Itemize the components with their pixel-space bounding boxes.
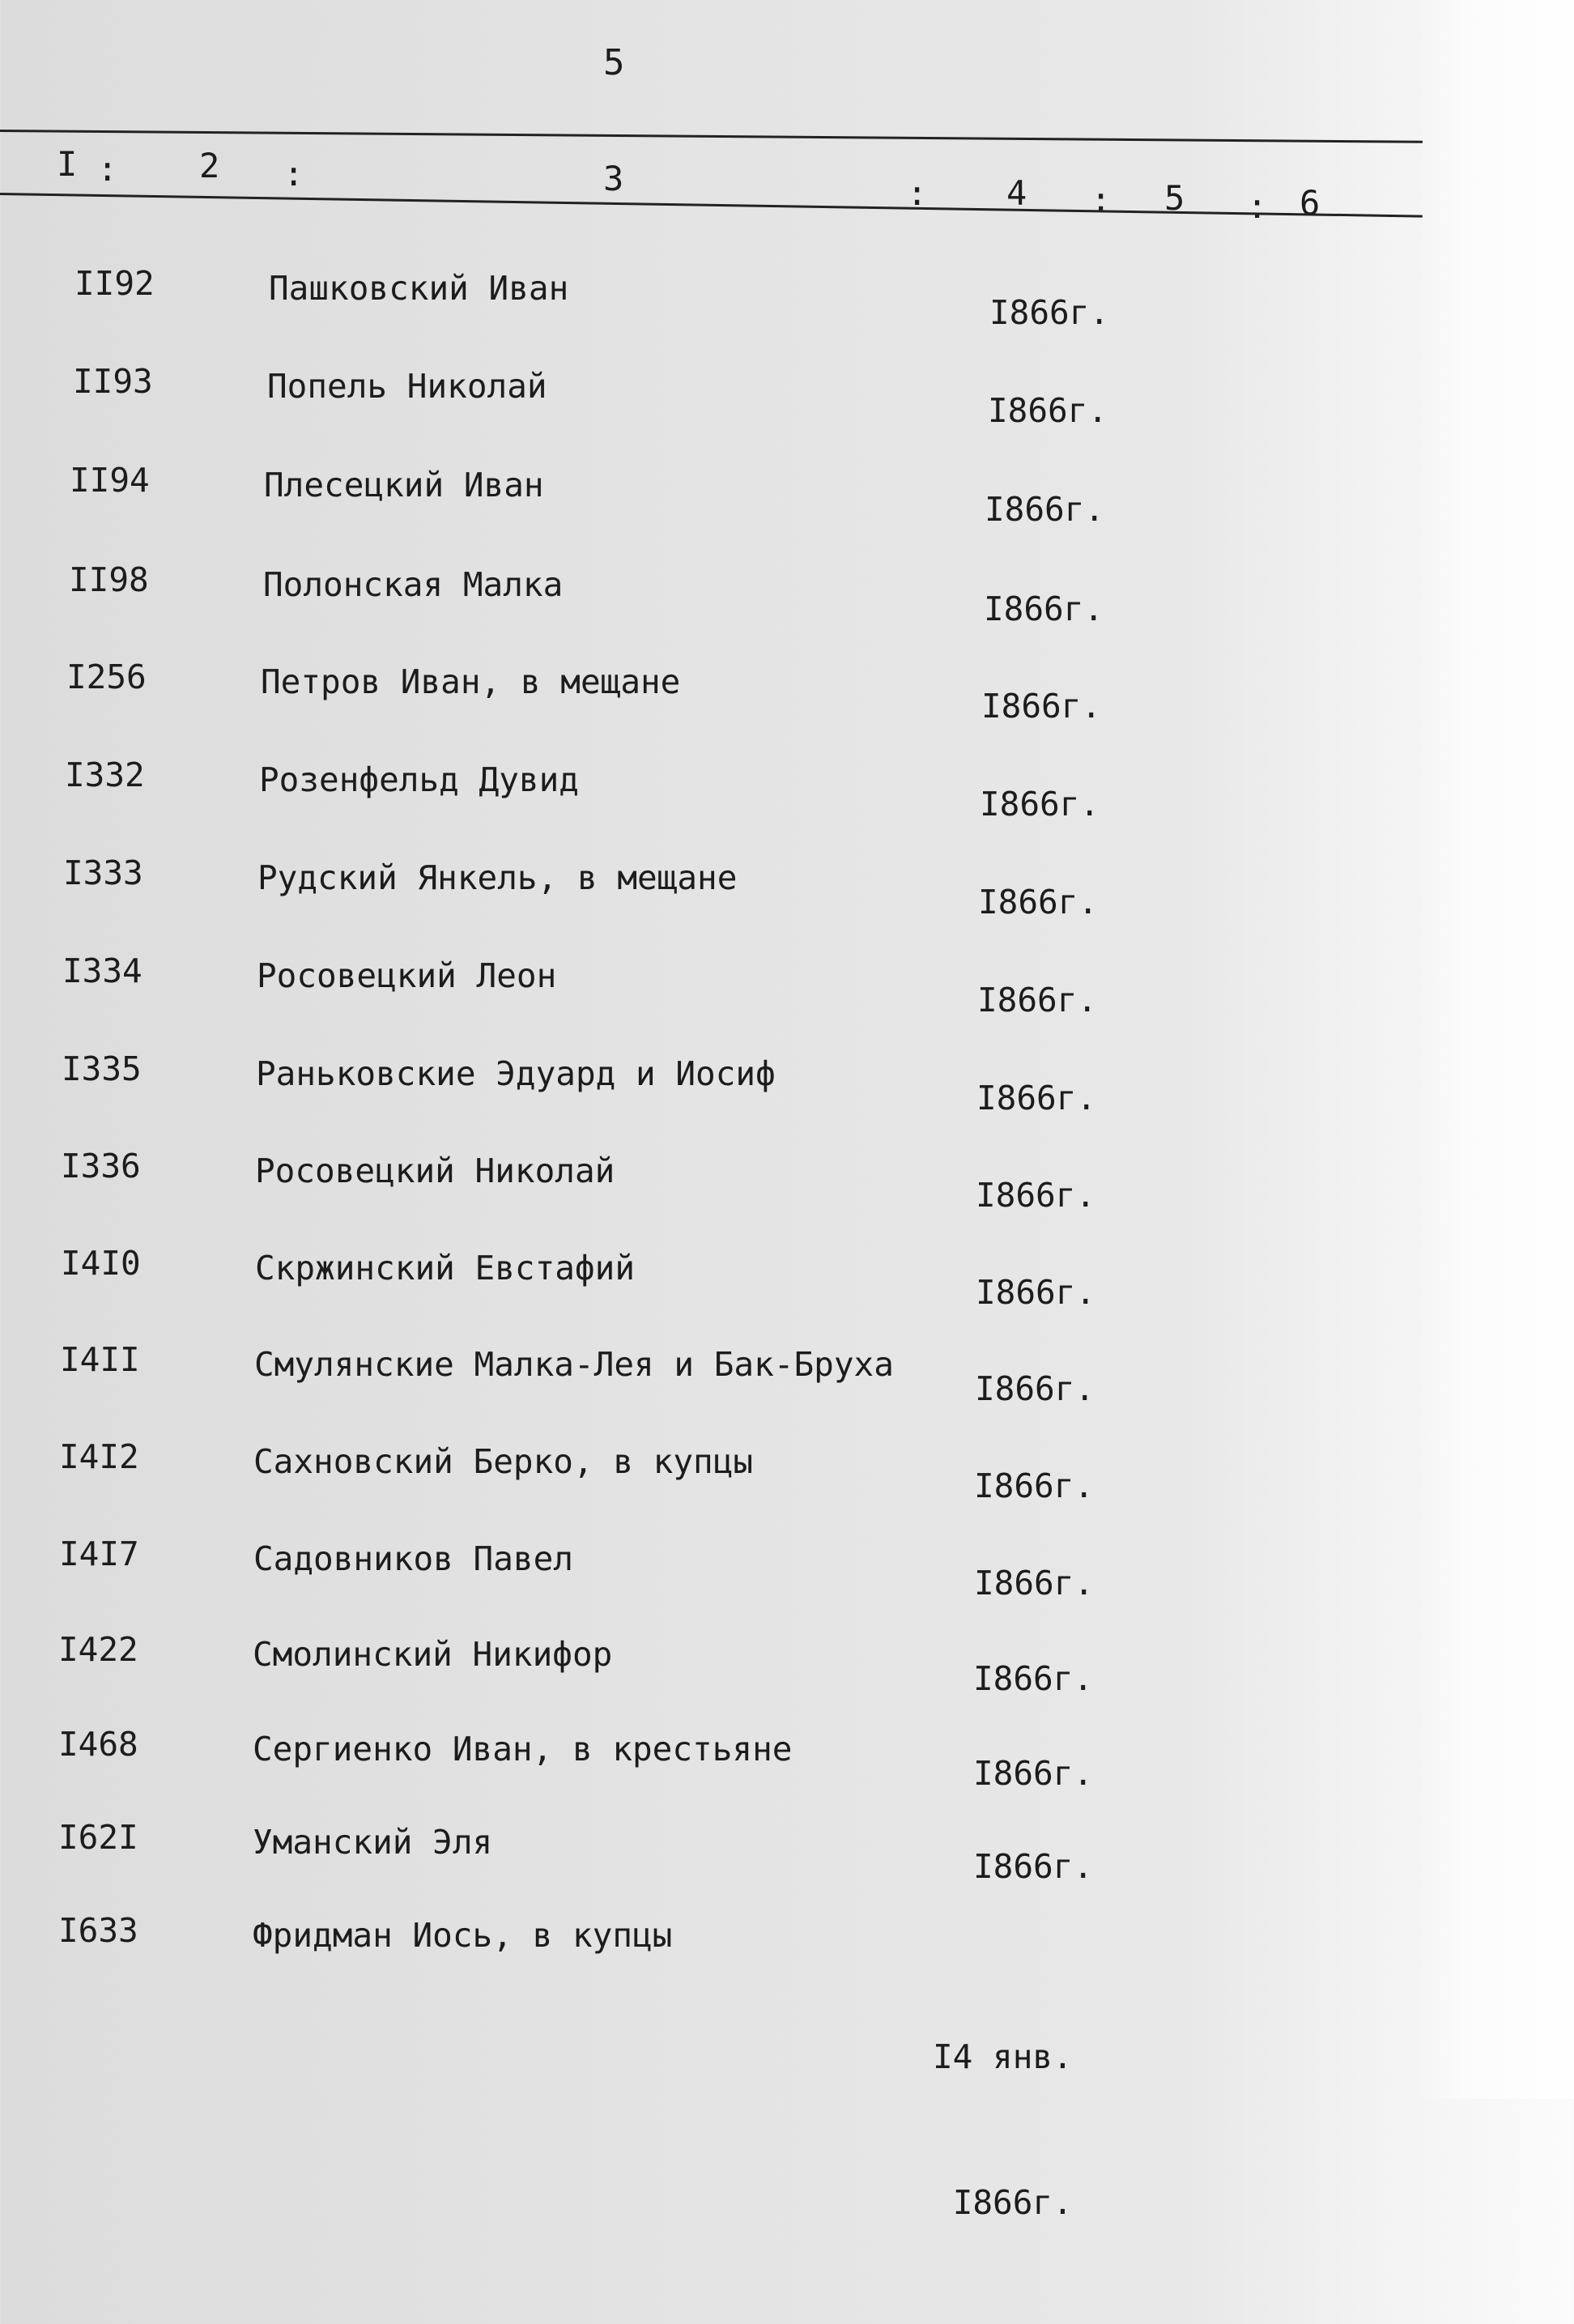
paper-edge — [1417, 0, 1574, 2099]
record-date-line: I866г. — [984, 590, 1104, 628]
record-date — [976, 1171, 1095, 1219]
list-item — [59, 1437, 1355, 1510]
record-date-line: I866г. — [973, 1659, 1094, 1698]
record-date-line: I866г. — [952, 2183, 1073, 2222]
record-name: Уманский Эля — [253, 1823, 493, 1862]
record-date — [978, 878, 1098, 926]
record-date-line: I866г. — [978, 883, 1099, 922]
record-date-line: I4 янв. — [933, 2037, 1073, 2076]
list-item — [61, 1244, 1356, 1317]
record-date-line: I866г. — [988, 391, 1108, 430]
record-number: II93 — [73, 362, 153, 401]
record-name: Росовецкий Николай — [255, 1151, 615, 1190]
record-name: Росовецкий Леон — [257, 956, 557, 995]
record-name: Розенфельд Дувид — [259, 760, 579, 799]
record-date — [977, 976, 1097, 1024]
column-separator: : — [97, 149, 118, 189]
record-name: Попель Николай — [267, 367, 547, 406]
record-number: I334 — [62, 951, 143, 990]
record-date — [981, 682, 1101, 730]
record-date-line: I866г. — [981, 687, 1102, 726]
record-date — [973, 1654, 1093, 1703]
record-date-line: I866г. — [985, 490, 1105, 529]
record-name: Смолинский Никифор — [253, 1635, 613, 1674]
list-item — [63, 853, 1359, 926]
record-date — [984, 585, 1104, 633]
list-item — [62, 1049, 1357, 1122]
list-item — [60, 1340, 1355, 1413]
record-number: I62I — [58, 1818, 138, 1857]
record-date — [933, 1935, 1073, 2324]
column-separator: : — [1091, 180, 1112, 219]
header-bottom-rule — [0, 193, 1423, 218]
record-number: I333 — [63, 853, 143, 892]
record-number: I4I7 — [59, 1534, 139, 1573]
record-number: II92 — [74, 264, 155, 303]
record-name: Плесецкий Иван — [264, 466, 544, 504]
list-item — [58, 1630, 1354, 1703]
column-header-3: 3 — [603, 159, 624, 198]
record-date — [988, 386, 1108, 435]
record-number: I332 — [65, 756, 145, 794]
list-item — [69, 560, 1364, 633]
list-item — [61, 1147, 1356, 1219]
record-date-line: I866г. — [975, 1369, 1095, 1408]
record-name: Сергиенко Иван, в крестьяне — [253, 1730, 793, 1769]
record-name: Скржинский Евстафий — [255, 1249, 635, 1288]
record-name: Фридман Иось, в купцы — [253, 1916, 673, 1955]
list-item — [62, 951, 1358, 1024]
record-number: I256 — [66, 658, 147, 696]
record-date — [973, 1842, 1093, 1891]
column-separator: : — [283, 154, 304, 194]
column-header-6: 6 — [1300, 183, 1321, 223]
record-number: II98 — [69, 560, 149, 599]
list-item — [74, 264, 1370, 337]
record-number: II94 — [70, 461, 150, 500]
record-number: I422 — [58, 1630, 138, 1669]
record-date — [975, 1364, 1095, 1413]
record-date — [989, 288, 1109, 337]
column-header-5: 5 — [1164, 178, 1185, 218]
record-number: I4I2 — [59, 1437, 139, 1476]
record-date-line: I866г. — [973, 1847, 1094, 1886]
list-item — [58, 1911, 1354, 2222]
record-name: Рудский Янкель, в мещане — [257, 858, 738, 897]
record-date-line: I866г. — [973, 1754, 1094, 1793]
column-separator: : — [1247, 186, 1268, 226]
record-name: Смулянские Малка-Лея и Бак-Бруха — [254, 1345, 894, 1384]
column-header-1: I — [57, 144, 78, 184]
record-date-line: I866г. — [976, 1079, 1097, 1117]
record-name: Раньковские Эдуард и Иосиф — [256, 1054, 776, 1093]
record-name: Садовников Павел — [253, 1539, 573, 1578]
record-date-line: I866г. — [989, 293, 1110, 332]
record-number: I633 — [58, 1911, 138, 1950]
record-number: I336 — [61, 1147, 141, 1185]
list-item — [65, 756, 1360, 828]
list-item — [58, 1818, 1354, 1891]
record-name: Пашковский Иван — [269, 269, 569, 308]
record-name: Петров Иван, в мещане — [261, 662, 681, 701]
record-date-line: I866г. — [976, 1273, 1096, 1312]
list-item — [59, 1534, 1355, 1607]
record-number: I468 — [58, 1725, 138, 1764]
record-date-line: I866г. — [977, 981, 1098, 1019]
record-date-line: I866г. — [976, 1176, 1096, 1215]
record-date — [980, 780, 1100, 828]
record-date — [974, 1559, 1094, 1607]
column-header-4: 4 — [1006, 173, 1027, 213]
list-item — [70, 461, 1365, 534]
record-number: I335 — [62, 1049, 142, 1088]
column-header-2: 2 — [199, 146, 220, 185]
record-date — [985, 485, 1104, 534]
header-top-rule — [0, 130, 1423, 143]
record-name: Сахновский Берко, в купцы — [253, 1442, 754, 1481]
record-date-line: I866г. — [974, 1466, 1095, 1505]
record-number: I4II — [60, 1340, 140, 1379]
page-number: 5 — [603, 42, 625, 83]
list-item — [73, 362, 1368, 435]
list-item — [66, 658, 1362, 730]
record-date — [976, 1074, 1096, 1122]
record-date — [976, 1268, 1095, 1317]
record-date — [974, 1462, 1094, 1510]
list-item — [58, 1725, 1354, 1798]
record-date-line: I866г. — [974, 1564, 1095, 1603]
column-separator: : — [907, 173, 928, 213]
record-date-line: I866г. — [980, 785, 1100, 824]
record-date — [973, 1749, 1093, 1798]
record-number: I4I0 — [61, 1244, 141, 1283]
record-name: Полонская Малка — [263, 565, 564, 604]
